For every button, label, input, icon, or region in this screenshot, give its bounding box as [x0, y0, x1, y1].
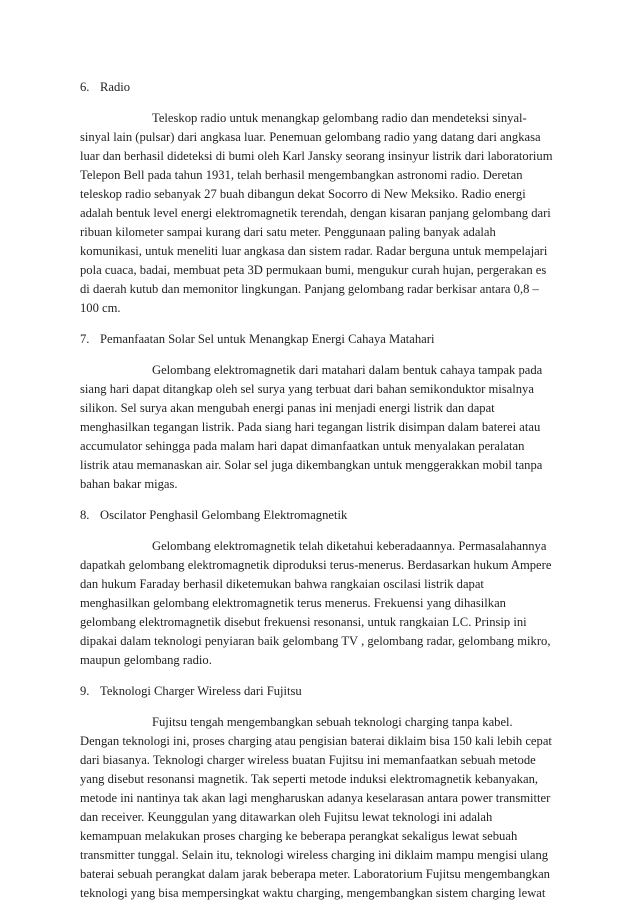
text-line: komunikasi, untuk meneliti luar angkasa dan sistem radar. Radar berguna untuk mempelajari: [80, 244, 548, 258]
text-line: dapatkah gelombang elektromagnetik diproduksi terus-menerus. Berdasarkan hukum Ampere: [80, 558, 552, 572]
section-title: Radio: [100, 80, 131, 94]
section-number: 6.: [80, 80, 90, 94]
section-heading: [80, 78, 568, 97]
text-line: metode ini nantinya tak akan lagi mengharuskan adanya keselarasan antara power transmitter: [80, 791, 551, 805]
text-line: Teleskop radio untuk menangkap gelombang radio dan mendeteksi sinyal-: [152, 111, 527, 125]
text-line: sinyal lain (pulsar) dari angkasa luar. Penemuan gelombang radio yang datang dari angkasa: [80, 130, 541, 144]
section-paragraph: [80, 537, 568, 670]
text-line: 100 cm.: [80, 301, 121, 315]
text-line: Fujitsu tengah mengembangkan sebuah teknologi charging tanpa kabel.: [152, 715, 513, 729]
section-heading: [80, 330, 568, 349]
section-title: Oscilator Penghasil Gelombang Elektromagnetik: [100, 508, 348, 522]
text-line: dipakai dalam teknologi penyiaran baik gelombang TV , gelombang radar, gelombang mikro,: [80, 634, 551, 648]
text-line: di daerah kutub dan memonitor lingkungan. Panjang gelombang radar berkisar antara 0,8 –: [80, 282, 539, 296]
text-line: ribuan kilometer sampai kurang dari satu meter. Penggunaan paling banyak adalah: [80, 225, 496, 239]
text-line: Gelombang elektromagnetik telah diketahui keberadaannya. Permasalahannya: [152, 539, 547, 553]
text-line: listrik atau memanaskan air. Solar sel juga dikembangkan untuk menggerakkan mobil tanpa: [80, 458, 543, 472]
section-number: 7.: [80, 332, 90, 346]
text-line: maupun gelombang radio.: [80, 653, 212, 667]
text-line: transmitter tunggal. Selain itu, teknologi wireless charging ini diklaim mampu mengisi ulang: [80, 848, 549, 862]
section-heading: [80, 506, 568, 525]
section-title: Pemanfaatan Solar Sel untuk Menangkap Energi Cahaya Matahari: [100, 332, 435, 346]
text-line: silikon. Sel surya akan mengubah energi panas ini menjadi energi listrik dan dapat: [80, 401, 495, 415]
section-oscillator: [80, 506, 568, 670]
text-line: accumulator sehingga pada malam hari dapat dimanfaatkan untuk menyalakan peralatan: [80, 439, 525, 453]
text-line: baterai sebuah perangkat dalam jarak beberapa meter. Laboratorium Fujitsu mengembangkan: [80, 867, 550, 881]
text-line: siang hari dapat ditangkap oleh sel surya yang terbuat dari bahan semikonduktor misalnya: [80, 382, 534, 396]
text-line: luar dan berhasil dideteksi di bumi oleh Karl Jansky seorang insinyur listrik dari laboratorium: [80, 149, 553, 163]
section-number: 8.: [80, 508, 90, 522]
text-line: menghasilkan tegangan listrik. Pada siang hari tegangan listrik disimpan dalam baterei atau: [80, 420, 541, 434]
text-line: bahan bakar migas.: [80, 477, 178, 491]
section-heading: [80, 682, 568, 701]
text-line: Telepon Bell pada tahun 1931, telah berhasil mengembangkan astronomi radio. Deretan: [80, 168, 523, 182]
section-solar-cell: [80, 330, 568, 494]
section-radio: [80, 78, 568, 318]
text-line: dan hukum Faraday berhasil diketemukan bahwa rangkaian oscilasi listrik dapat: [80, 577, 484, 591]
text-line: gelombang elektromagnetik disebut frekuensi resonansi, untuk rangkaian LC. Prinsip ini: [80, 615, 527, 629]
text-line: adalah bentuk level energi elektromagnetik terendah, dengan kisaran panjang gelombang dari: [80, 206, 551, 220]
section-paragraph: [80, 109, 568, 318]
text-line: kemampuan melakukan proses charging ke beberapa perangkat sekaligus lewat sebuah: [80, 829, 518, 843]
text-line: dari biasanya. Teknologi charger wireless buatan Fujitsu ini memanfaatkan sebuah metode: [80, 753, 536, 767]
section-fujitsu-wireless-charger: [80, 682, 568, 903]
section-title: Teknologi Charger Wireless dari Fujitsu: [100, 684, 302, 698]
text-line: Dengan teknologi ini, proses charging atau pengisian baterai diklaim bisa 150 kali lebih cepat: [80, 734, 552, 748]
section-paragraph: [80, 361, 568, 494]
section-number: 9.: [80, 684, 90, 698]
section-paragraph: [80, 713, 568, 903]
text-line: dan receiver. Keunggulan yang ditawarkan oleh Fujitsu lewat teknologi ini adalah: [80, 810, 493, 824]
text-line: pola cuaca, badai, membuat peta 3D permukaan bumi, mengukur curah hujan, pergerakan es: [80, 263, 547, 277]
text-line: teleskop radio sebanyak 27 buah dibangun dekat Socorro di New Meksiko. Radio energi: [80, 187, 526, 201]
text-line: yang disebut resonansi magnetik. Tak seperti metode induksi elektromagnetik kebanyakan,: [80, 772, 539, 786]
text-line: teknologi yang bisa mempersingkat waktu charging, mengembangkan sistem charging lewat: [80, 886, 546, 900]
text-line: Gelombang elektromagnetik dari matahari dalam bentuk cahaya tampak pada: [152, 363, 543, 377]
text-line: menghasilkan gelombang elektromagnetik terus menerus. Frekuensi yang dihasilkan: [80, 596, 506, 610]
